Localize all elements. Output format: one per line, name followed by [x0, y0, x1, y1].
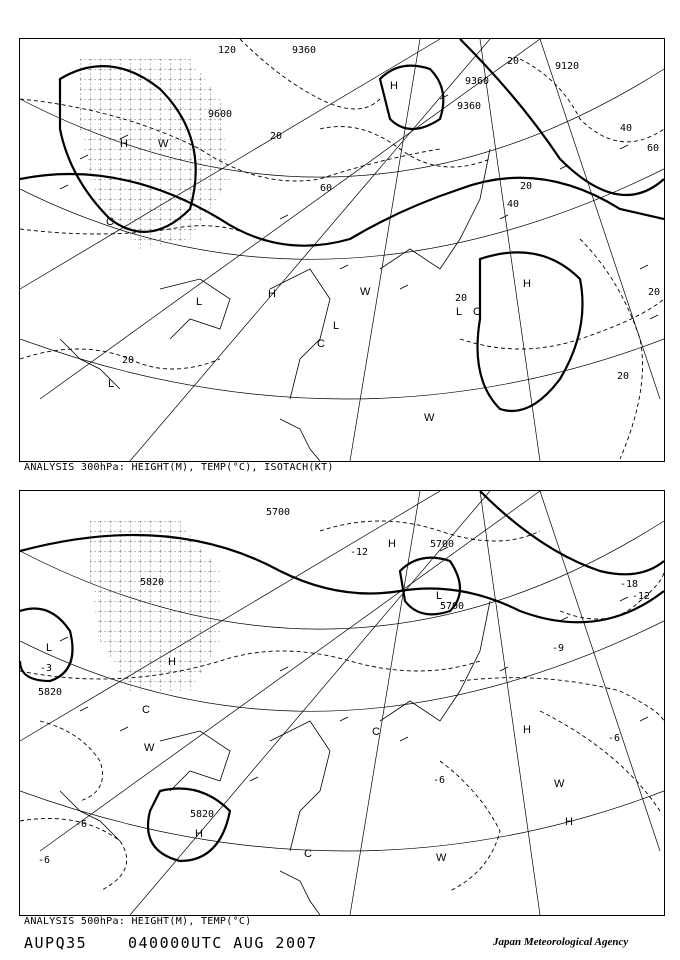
isotach-label: 20 [507, 56, 520, 67]
hatched-area [90, 521, 220, 691]
center-label: W [436, 852, 447, 864]
contour-label: 9120 [555, 61, 580, 72]
isotach-label: 20 [270, 131, 283, 142]
center-label: C [142, 704, 150, 716]
center-label: C [317, 338, 325, 350]
isotach-label: 20 [122, 355, 135, 366]
contour-label: 5820 [190, 809, 215, 820]
contour-label: 5700 [440, 601, 465, 612]
isotach-label: 40 [620, 123, 633, 134]
center-label: W [554, 778, 565, 790]
center-label: L [436, 590, 443, 602]
temp-label: -6 [433, 775, 446, 786]
center-label: L [333, 320, 340, 332]
temp-label: -12 [632, 591, 651, 602]
isotach-label: 40 [507, 199, 520, 210]
isotach-label: 20 [617, 371, 630, 382]
temp-label: -6 [608, 733, 621, 744]
contour-label: 9600 [208, 109, 233, 120]
center-label: W [424, 412, 435, 424]
isotach-label: 20 [520, 181, 533, 192]
center-label: W [144, 742, 155, 754]
center-label: H [120, 138, 128, 150]
center-label: H [565, 816, 573, 828]
center-label: C [106, 216, 114, 228]
isotach-label: 20 [455, 293, 468, 304]
temp-label: -6 [75, 819, 88, 830]
isotach-label: 20 [648, 287, 661, 298]
temp-label: -6 [38, 855, 51, 866]
contour-label: 5820 [140, 577, 165, 588]
contour-label: 9360 [457, 101, 482, 112]
center-label: L [46, 642, 53, 654]
temp-label: -12 [350, 547, 369, 558]
center-label: W [158, 138, 169, 150]
center-label: C [304, 848, 312, 860]
center-label: H [523, 724, 531, 736]
center-label: H [168, 656, 176, 668]
center-label: H [388, 538, 396, 550]
contour-label: 5700 [266, 507, 291, 518]
center-label: H [268, 288, 276, 300]
lower-panel-caption: ANALYSIS 500hPa: HEIGHT(M), TEMP(°C) [24, 916, 252, 927]
isotach-label: 60 [320, 183, 333, 194]
center-label: H [523, 278, 531, 290]
center-label: L [196, 296, 203, 308]
center-label: H [390, 80, 398, 92]
analysis-300hpa-map [19, 38, 665, 462]
contour-label: 5700 [430, 539, 455, 550]
temp-label: -3 [40, 663, 53, 674]
upper-panel-caption: ANALYSIS 300hPa: HEIGHT(M), TEMP(°C), ISOTACH(KT) [24, 462, 334, 473]
temp-label: -9 [552, 643, 565, 654]
valid-time: 040000UTC AUG 2007 [128, 934, 318, 952]
center-label: C [372, 726, 380, 738]
center-label: L [456, 306, 463, 318]
contour-label: 5820 [38, 687, 63, 698]
agency-name: Japan Meteorological Agency [493, 936, 629, 948]
center-label: L [108, 378, 115, 390]
map-500hpa-canvas [20, 491, 664, 915]
contour-label: 120 [218, 45, 237, 56]
center-label: H [195, 828, 203, 840]
center-label: W [360, 286, 371, 298]
analysis-500hpa-map [19, 490, 665, 916]
temp-label: -18 [620, 579, 639, 590]
contour-label: 9360 [292, 45, 317, 56]
chart-code: AUPQ35 [24, 934, 88, 952]
isotach-label: 60 [647, 143, 660, 154]
contour-label: 9360 [465, 76, 490, 87]
center-label: C [473, 306, 481, 318]
map-300hpa-canvas [20, 39, 664, 461]
